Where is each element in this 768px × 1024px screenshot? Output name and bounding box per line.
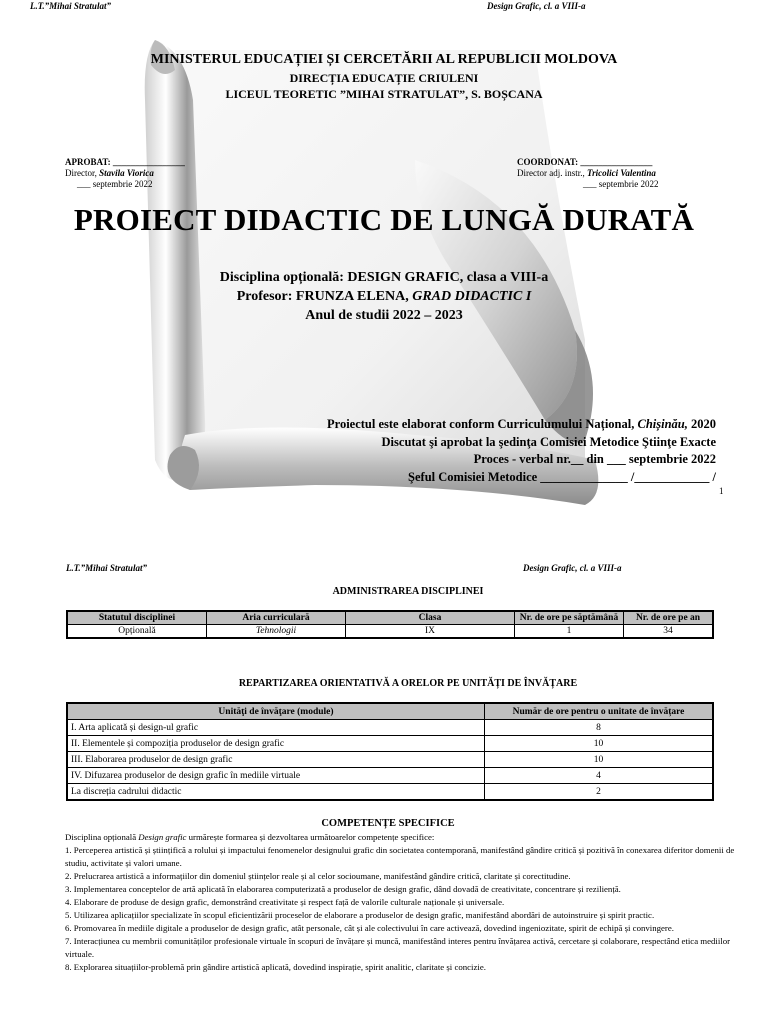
approval-block [65,157,185,190]
unit-hours: 10 [485,752,714,768]
unit-hours: 8 [485,720,714,736]
coordination-name: Tricolici Valentina [586,168,656,178]
admin-cell-weekly: 1 [515,625,624,639]
discipline-line: Disciplina opțională: DESIGN GRAFIC, clasa a VIII-a [219,270,549,285]
units-table [66,702,714,801]
page1-header-right: Design Grafic, cl. a VIII-a [487,1,586,11]
admin-title: ADMINISTRAREA DISCIPLINEI [332,586,484,597]
head-commission-line: Şeful Comisiei Metodice ______________ /____________ / [408,470,716,484]
admin-header-row [67,611,713,625]
approval-role: Director, [65,168,100,178]
study-year: Anul de studii 2022 – 2023 [305,308,463,323]
curriculum-city: Chișinău, [637,417,688,431]
competences-intro [65,831,755,844]
unit-name: La discreția cadrului didactic [67,784,485,801]
table-row [67,768,713,784]
unit-name: I. Arta aplicată și design-ul grafic [67,720,485,736]
intro-text-a: Disciplina opțională [65,832,139,842]
curriculum-line [327,417,716,432]
distribution-title: REPARTIZAREA ORIENTATIVĂ A ORELOR PE UNITĂȚI DE ÎNVĂȚARE [238,678,578,689]
admin-header-yearly: Nr. de ore pe an [624,611,714,625]
unit-name: III. Elaborarea produselor de design grafic [67,752,485,768]
ministry-name: MINISTERUL EDUCAȚIEI ȘI CERCETĂRII AL REPUBLICII MOLDOVA [150,52,618,67]
unit-hours: 2 [485,784,714,801]
admin-header-area: Aria curriculară [207,611,346,625]
admin-cell-status: Opțională [67,625,207,639]
units-header-row [67,703,713,720]
admin-cell-class: IX [346,625,515,639]
admin-header-weekly: Nr. de ore pe săptămână [515,611,624,625]
admin-cell-area: Tehnologii [207,625,346,639]
competence-item: 7. Interacțiunea cu membrii comunităților profesionale virtuale în scopuri de învățare și muncă, manifestând interes pentru învățarea activă, cercetare și colaborare, respectând etica mediilor virtuale. [65,936,731,959]
teacher-line [0,289,768,305]
teacher-name: Profesor: FRUNZA ELENA, [236,289,413,304]
unit-hours: 10 [485,736,714,752]
page2-header-right: Design Grafic, cl. a VIII-a [523,563,622,573]
discussed-line: Discutat şi aprobat la şedinţa Comisiei Metodice Ştiinţe Exacte [381,435,716,449]
school-name: LICEUL TEORETIC ”MIHAI STRATULAT”, S. BOȘCANA [225,87,543,101]
units-header-module: Unităţi de învăţare (module) [67,703,485,720]
table-row [67,784,713,801]
coordination-block [517,157,659,190]
page-number: 1 [719,486,724,496]
unit-hours: 4 [485,768,714,784]
table-row [67,752,713,768]
admin-data-row [67,625,713,639]
direction-name: DIRECȚIA EDUCAȚIE CRIULENI [289,71,479,85]
competence-item: 6. Promovarea în mediile digitale a produselor de design grafic, atât personale, cât și ale colectivului în care activează, dovedind ingeniozitate, spirit de echipă și convingere. [65,923,674,933]
competence-item: 4. Elaborare de produse de design grafic, demonstrând creativitate și respect față de valorile culturale naționale și universale. [65,897,505,907]
minutes-line: Proces - verbal nr.__ din ___ septembrie 2022 [473,452,716,466]
competence-item: 1. Perceperea artistică și științifică a rolului și impactului fenomenelor designului grafic din societatea contemporană, manifestând gândire critică și pozitivă în conexarea diferitor domenii de studiu, activitate și valori umane. [65,845,735,868]
coordination-date: ___ septembrie 2022 [583,179,659,189]
approval-name: Stavila Viorica [99,168,154,178]
teacher-grade: GRAD DIDACTIC I [412,289,532,304]
page1-header-left: L.T.”Mihai Stratulat” [30,1,111,11]
admin-cell-yearly: 34 [624,625,714,639]
page-title: PROIECT DIDACTIC DE LUNGĂ DURATĂ [73,202,695,237]
competence-item: 8. Explorarea situațiilor-problemă prin gândire artistică aplicată, dovedind inspirație, spirit analitic, claritate și concizie. [65,962,486,972]
units-header-hours: Număr de ore pentru o unitate de învățare [485,703,714,720]
competence-item: 2. Prelucrarea artistică a informațiilor din domeniul științelor reale și al celor socioumane, manifestând gândire critică, claritate și corectitudine. [65,871,571,881]
unit-name: IV. Difuzarea produselor de design grafic în mediile virtuale [67,768,485,784]
page2-header-left: L.T.”Mihai Stratulat” [66,563,147,573]
intro-text-b: Design grafic [138,832,187,842]
coordination-label: COORDONAT: ________________ [517,157,653,167]
competences-title: COMPETENȚE SPECIFICE [321,818,455,829]
competence-item: 5. Utilizarea aplicațiilor specializate în scopul eficientizării proceselor de elaborare a produselor de design grafic, manifestând abordări de autoinstruire și spirit practic. [65,910,655,920]
intro-text-c: urmărește formarea și dezvoltarea următoarelor competențe specifice: [186,832,435,842]
admin-header-status: Statutul disciplinei [67,611,207,625]
unit-name: II. Elementele și compoziția produselor de design grafic [67,736,485,752]
admin-table [66,610,714,639]
competences-list [65,831,755,974]
curriculum-year: 2020 [687,417,716,431]
table-row [67,720,713,736]
competence-item: 3. Implementarea conceptelor de artă aplicată în elaborarea computerizată a produselor de design grafic, dând dovadă de creativitate, concentrare și reziliență. [65,884,621,894]
coordination-role: Director adj. instr., [517,168,587,178]
approval-label: APROBAT: ________________ [65,157,185,167]
table-row [67,736,713,752]
curriculum-text: Proiectul este elaborat conform Curriculumului Național, [326,417,638,431]
approval-date: ___ septembrie 2022 [77,179,153,189]
admin-header-class: Clasa [346,611,515,625]
